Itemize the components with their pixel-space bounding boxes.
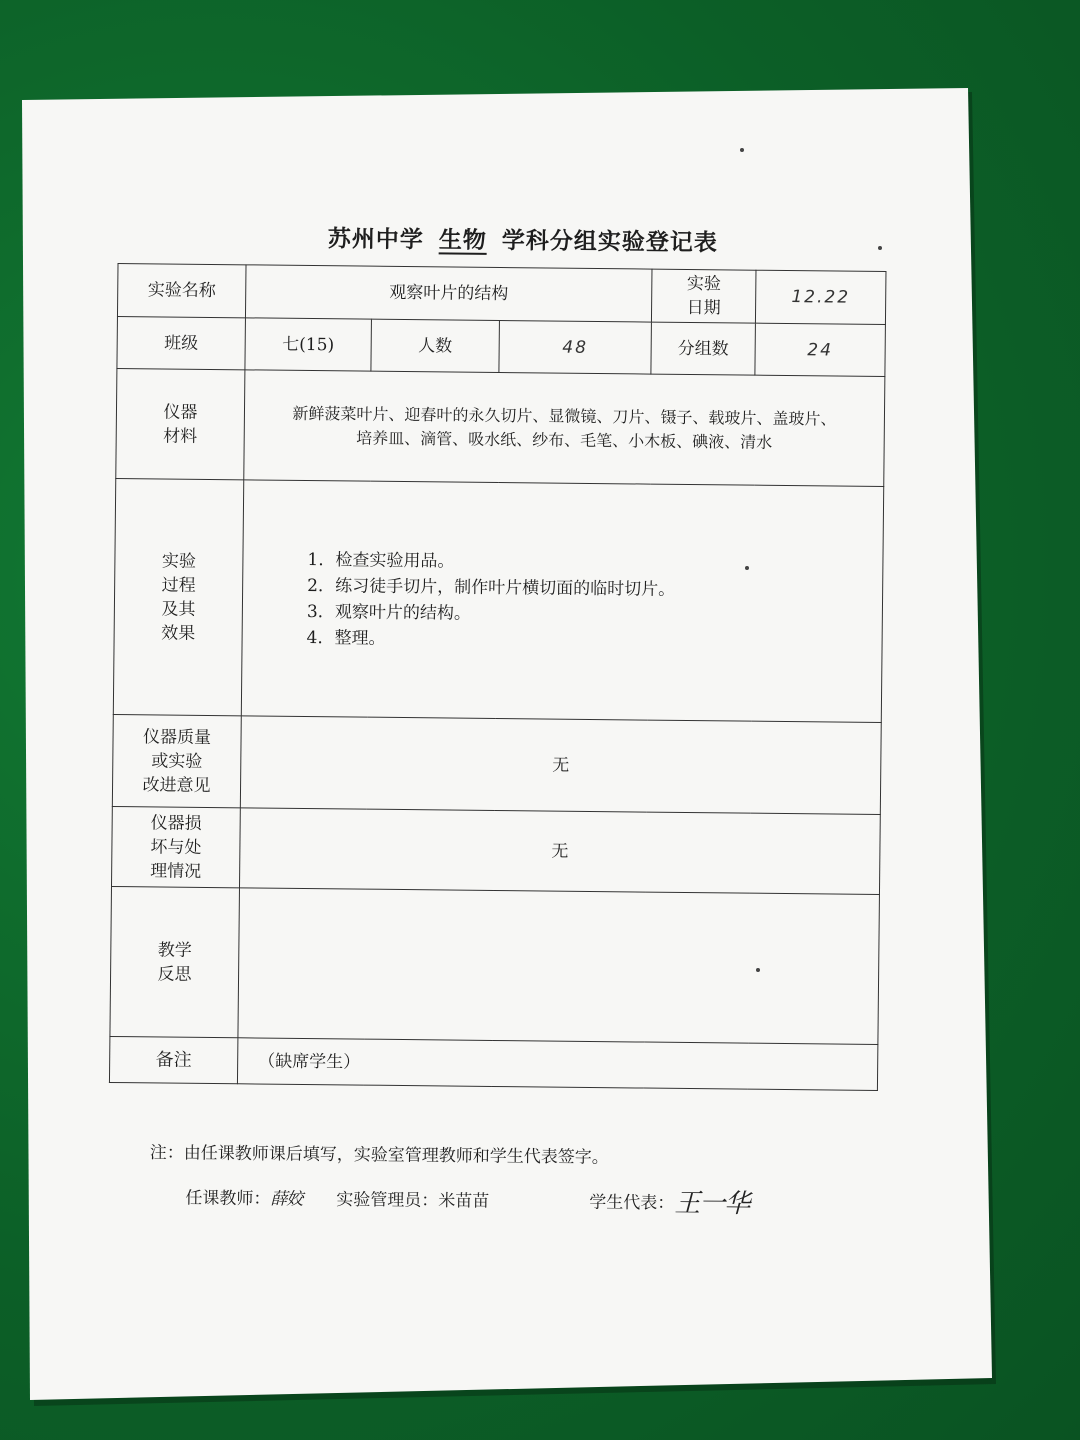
- date-label: [651, 269, 756, 323]
- quality-label-line: 或实验: [151, 750, 203, 772]
- step-text: 观察叶片的结构。: [334, 601, 471, 624]
- process-label-line: 效果: [161, 622, 196, 644]
- remarks-label: 备注: [109, 1036, 237, 1083]
- title-subject: 生物: [438, 227, 487, 254]
- groups-value: 24: [755, 323, 886, 376]
- materials-label-line2: 材料: [163, 425, 198, 447]
- student-signature: 王一华: [674, 1188, 750, 1220]
- process-label: [113, 478, 243, 715]
- step-number: 3.: [306, 601, 324, 622]
- reflection-value: [238, 888, 880, 1045]
- class-label: 班级: [117, 316, 246, 369]
- form-title: [148, 218, 898, 259]
- materials-label-line1: 仪器: [163, 401, 198, 423]
- paper-speck: [740, 148, 744, 152]
- process-label-line: 实验: [161, 550, 197, 572]
- table-row: [111, 806, 880, 894]
- admin-label: 实验管理员：: [336, 1189, 439, 1212]
- remarks-value: （缺席学生）: [237, 1038, 877, 1091]
- step-text: 检查实验用品。: [335, 549, 455, 572]
- footer-note: 注：由任课教师课后填写，实验室管理教师和学生代表签字。: [149, 1142, 609, 1168]
- quality-label-line: 改进意见: [142, 774, 211, 796]
- count-label: 人数: [371, 319, 500, 372]
- list-item: [306, 624, 877, 656]
- experiment-name-label: 实验名称: [117, 264, 246, 318]
- materials-value: [244, 370, 885, 487]
- table-row: [117, 316, 886, 376]
- quality-label: [112, 714, 241, 807]
- materials-line2: 培养皿、滴管、吸水纸、纱布、毛笔、小木板、碘液、清水: [356, 428, 773, 452]
- quality-value: 无: [240, 716, 881, 815]
- signature-row: [185, 1177, 909, 1222]
- damage-label-line: 坏与处: [150, 836, 202, 858]
- process-label-line: 及其: [161, 598, 196, 620]
- step-number: 1.: [307, 549, 324, 570]
- teacher-signature: 薛姣: [270, 1189, 303, 1210]
- count-value: 48: [499, 321, 652, 375]
- step-text: 练习徒手切片，制作叶片横切面的临时切片。: [335, 575, 676, 600]
- quality-label-line: 仪器质量: [142, 726, 212, 748]
- damage-label-line: 理情况: [150, 860, 202, 882]
- title-suffix: 学科分组实验登记表: [501, 228, 718, 257]
- process-label-line: 过程: [161, 574, 196, 596]
- teacher-label: 任课教师：: [185, 1188, 271, 1210]
- registration-form: [109, 218, 898, 1091]
- table-row: [109, 1036, 877, 1090]
- step-number: 4.: [306, 627, 323, 648]
- date-value: 12.22: [755, 270, 886, 324]
- step-text: 整理。: [334, 627, 386, 649]
- date-label-line1: 实验: [686, 273, 721, 295]
- table-row: [116, 368, 885, 486]
- reflection-label: [110, 886, 240, 1037]
- form-footer: [149, 1138, 910, 1222]
- damage-label-line: 仪器损: [150, 812, 202, 834]
- materials-label: [116, 368, 245, 479]
- experiment-name-value: 观察叶片的结构: [245, 265, 652, 322]
- registration-table: [109, 263, 887, 1091]
- step-number: 2.: [307, 575, 324, 596]
- process-steps: [246, 546, 878, 657]
- admin-name: 米苗苗: [438, 1191, 490, 1212]
- class-value: 七(15): [245, 318, 372, 371]
- student-label: 学生代表：: [589, 1192, 675, 1214]
- table-row: [117, 264, 886, 325]
- title-prefix: 苏州中学: [327, 226, 424, 254]
- date-label-line2: 日期: [686, 297, 721, 319]
- table-row: [110, 886, 880, 1044]
- damage-value: 无: [239, 808, 880, 895]
- materials-line1: 新鲜菠菜叶片、迎春叶的永久切片、显微镜、刀片、镊子、载玻片、盖玻片、: [292, 403, 837, 429]
- process-steps-cell: [241, 480, 883, 723]
- table-row: [113, 478, 883, 722]
- damage-label: [111, 806, 240, 887]
- reflection-label-line: 教学: [157, 939, 192, 961]
- table-row: [112, 714, 881, 814]
- groups-label: 分组数: [651, 322, 756, 375]
- reflection-label-line: 反思: [157, 963, 192, 985]
